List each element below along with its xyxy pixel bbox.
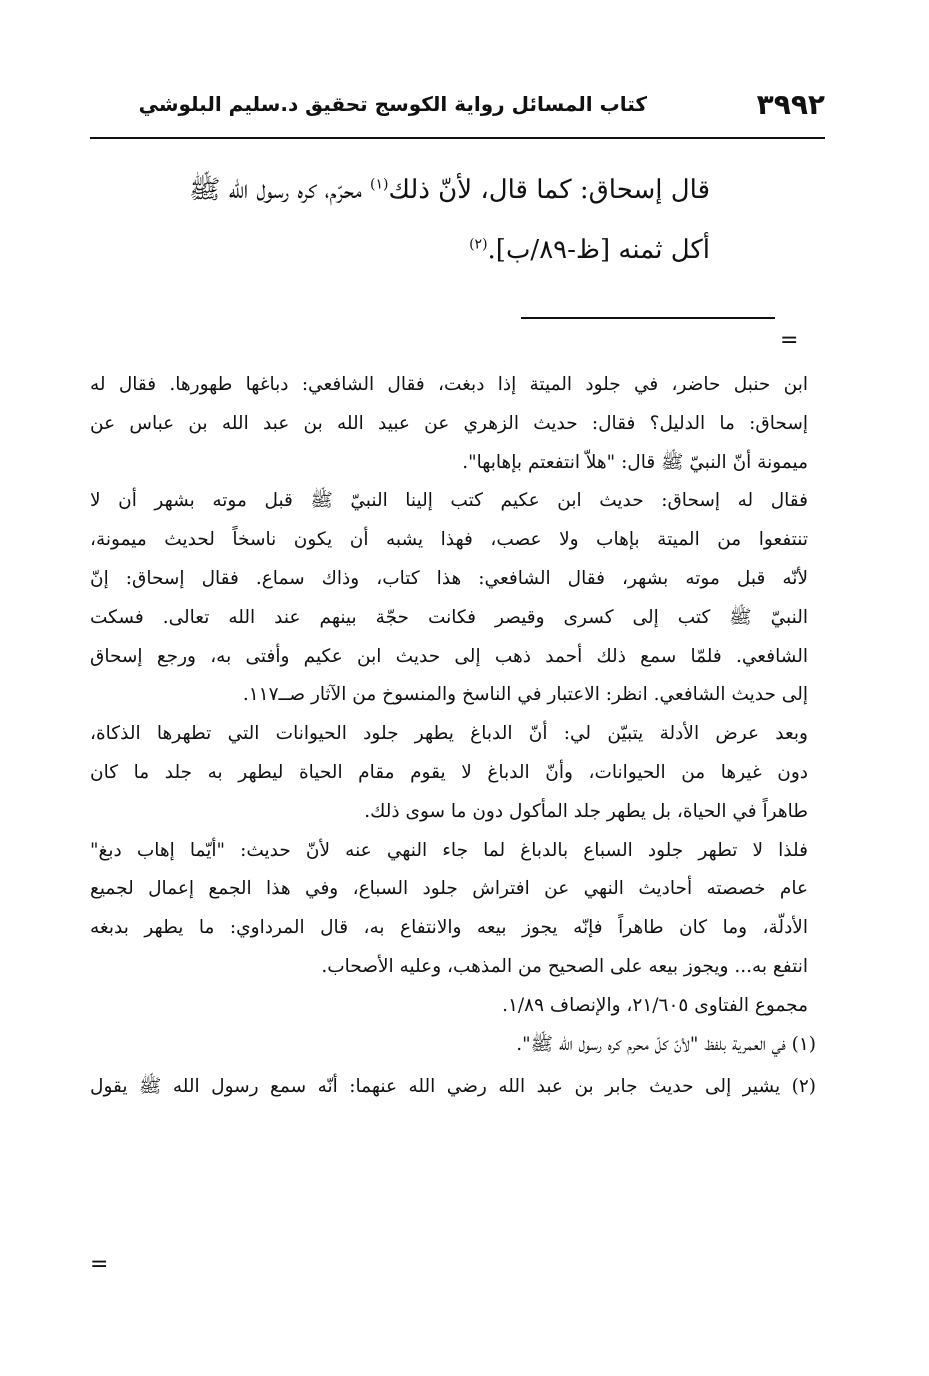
page-number: ٣٩٩٢ (756, 88, 825, 121)
footnote-line: انتفع به... ويجوز بيعه على الصحيح من المذهب، وعليه الأصحاب. (321, 955, 808, 977)
main-line-1 (90, 160, 710, 220)
main-line-2 (90, 220, 710, 280)
running-header (90, 86, 825, 134)
footnote-line: تنتفعوا من الميتة بإهاب ولا عصب، فهذا يشبه أن يكون ناسخاً لحديث ميمونة، (90, 529, 808, 551)
main-line-1-end: محرّم، كره رسول الله ﷺ (189, 175, 371, 205)
footnote-line: الأدلّة، وما كان طاهراً فإنّه يجوز بيعه والانتفاع به، قال المرداوي: ما يطهر بدبغه (90, 917, 808, 939)
footnote-line: ابن حنبل حاضر، في جلود الميتة إذا دبغت، فقال الشافعي: دباغها طهورها. فقال له (90, 374, 808, 395)
main-text (90, 160, 710, 280)
footnote-line: طاهراً في الحياة، بل يطهر جلد المأكول دون ما سوى ذلك. (364, 800, 808, 822)
continuation-mark-top: = (780, 328, 799, 353)
footnote-line: الشافعي. فلمّا سمع ذلك أحمد ذهب إلى حديث ابن عكيم وأفتى به، ورجع إسحاق (90, 645, 808, 667)
footnote-line: ميمونة أنّ النبيّ ﷺ قال: "هلاّ انتفعتم بإهابها". (462, 451, 808, 473)
footnote-line: النبيّ ﷺ كتب إلى كسرى وقيصر فكانت حجّة بينهم عند الله تعالى. فسكت (90, 606, 808, 628)
footnote-line: إلى حديث الشافعي. انظر: الاعتبار في الناسخ والمنسوخ من الآثار صــ١١٧. (242, 684, 808, 706)
footnote-line: وبعد عرض الأدلة يتبيّن لي: أنّ الدباغ يطهر جلود الحيوانات التي تطهرها الذكاة، (90, 723, 808, 745)
main-line-1-start: قال إسحاق: كما قال، لأنّ ذلك (388, 175, 710, 205)
footnote-line: فلذا لا تطهر جلود السباع بالدباغ لما جاء النهي عنه لأنّ حديث: "أيّما إهاب دبغ" (90, 839, 808, 861)
footnote-line: إسحاق: ما الدليل؟ فقال: حديث الزهري عن عبيد الله بن عبد الله بن عباس عن (90, 412, 808, 434)
footnote-2: (٢) يشير إلى حديث جابر بن عبد الله رضي الله عنهما: أنّه سمع رسول الله ﷺ يقول (90, 1076, 816, 1098)
running-title: كتاب المسائل رواية الكوسج تحقيق د.سليم البلوشي (138, 92, 647, 116)
footnote-ref-1[interactable]: (١) (370, 176, 389, 193)
footnotes (90, 366, 816, 1107)
header-rule (90, 137, 825, 139)
footnote-ref-2[interactable]: (٢) (469, 236, 488, 253)
footnote-1: (١) في العمرية بلفظ "لأنّ كلّ محرم كره رسول الله ﷺ". (516, 1033, 816, 1055)
continuation-mark-bottom: = (90, 1252, 109, 1277)
main-line-2-text: أكل ثمنه [ظ-٨٩/ب]. (487, 235, 710, 265)
footnote-line: دون غيرها من الحيوانات، وأنّ الدباغ لا يقوم مقام الحياة ليطهر به جلد ما كان (90, 761, 808, 783)
footnote-line: عام خصصته أحاديث النهي عن افتراش جلود السباع، وفي هذا الجمع إعمال لجميع (90, 878, 808, 900)
footnote-line: مجموع الفتاوى ٢١/٦٠٥، والإنصاف ١/٨٩. (502, 994, 808, 1016)
footnote-separator (521, 317, 775, 319)
footnote-line: فقال له إسحاق: حديث ابن عكيم كتب إلينا النبيّ ﷺ قبل موته بشهر أن لا (90, 490, 808, 512)
footnote-line: لأنّه قبل موته بشهر، فقال الشافعي: هذا كتاب، وذاك سماع. فقال إسحاق: إنّ (90, 567, 808, 589)
